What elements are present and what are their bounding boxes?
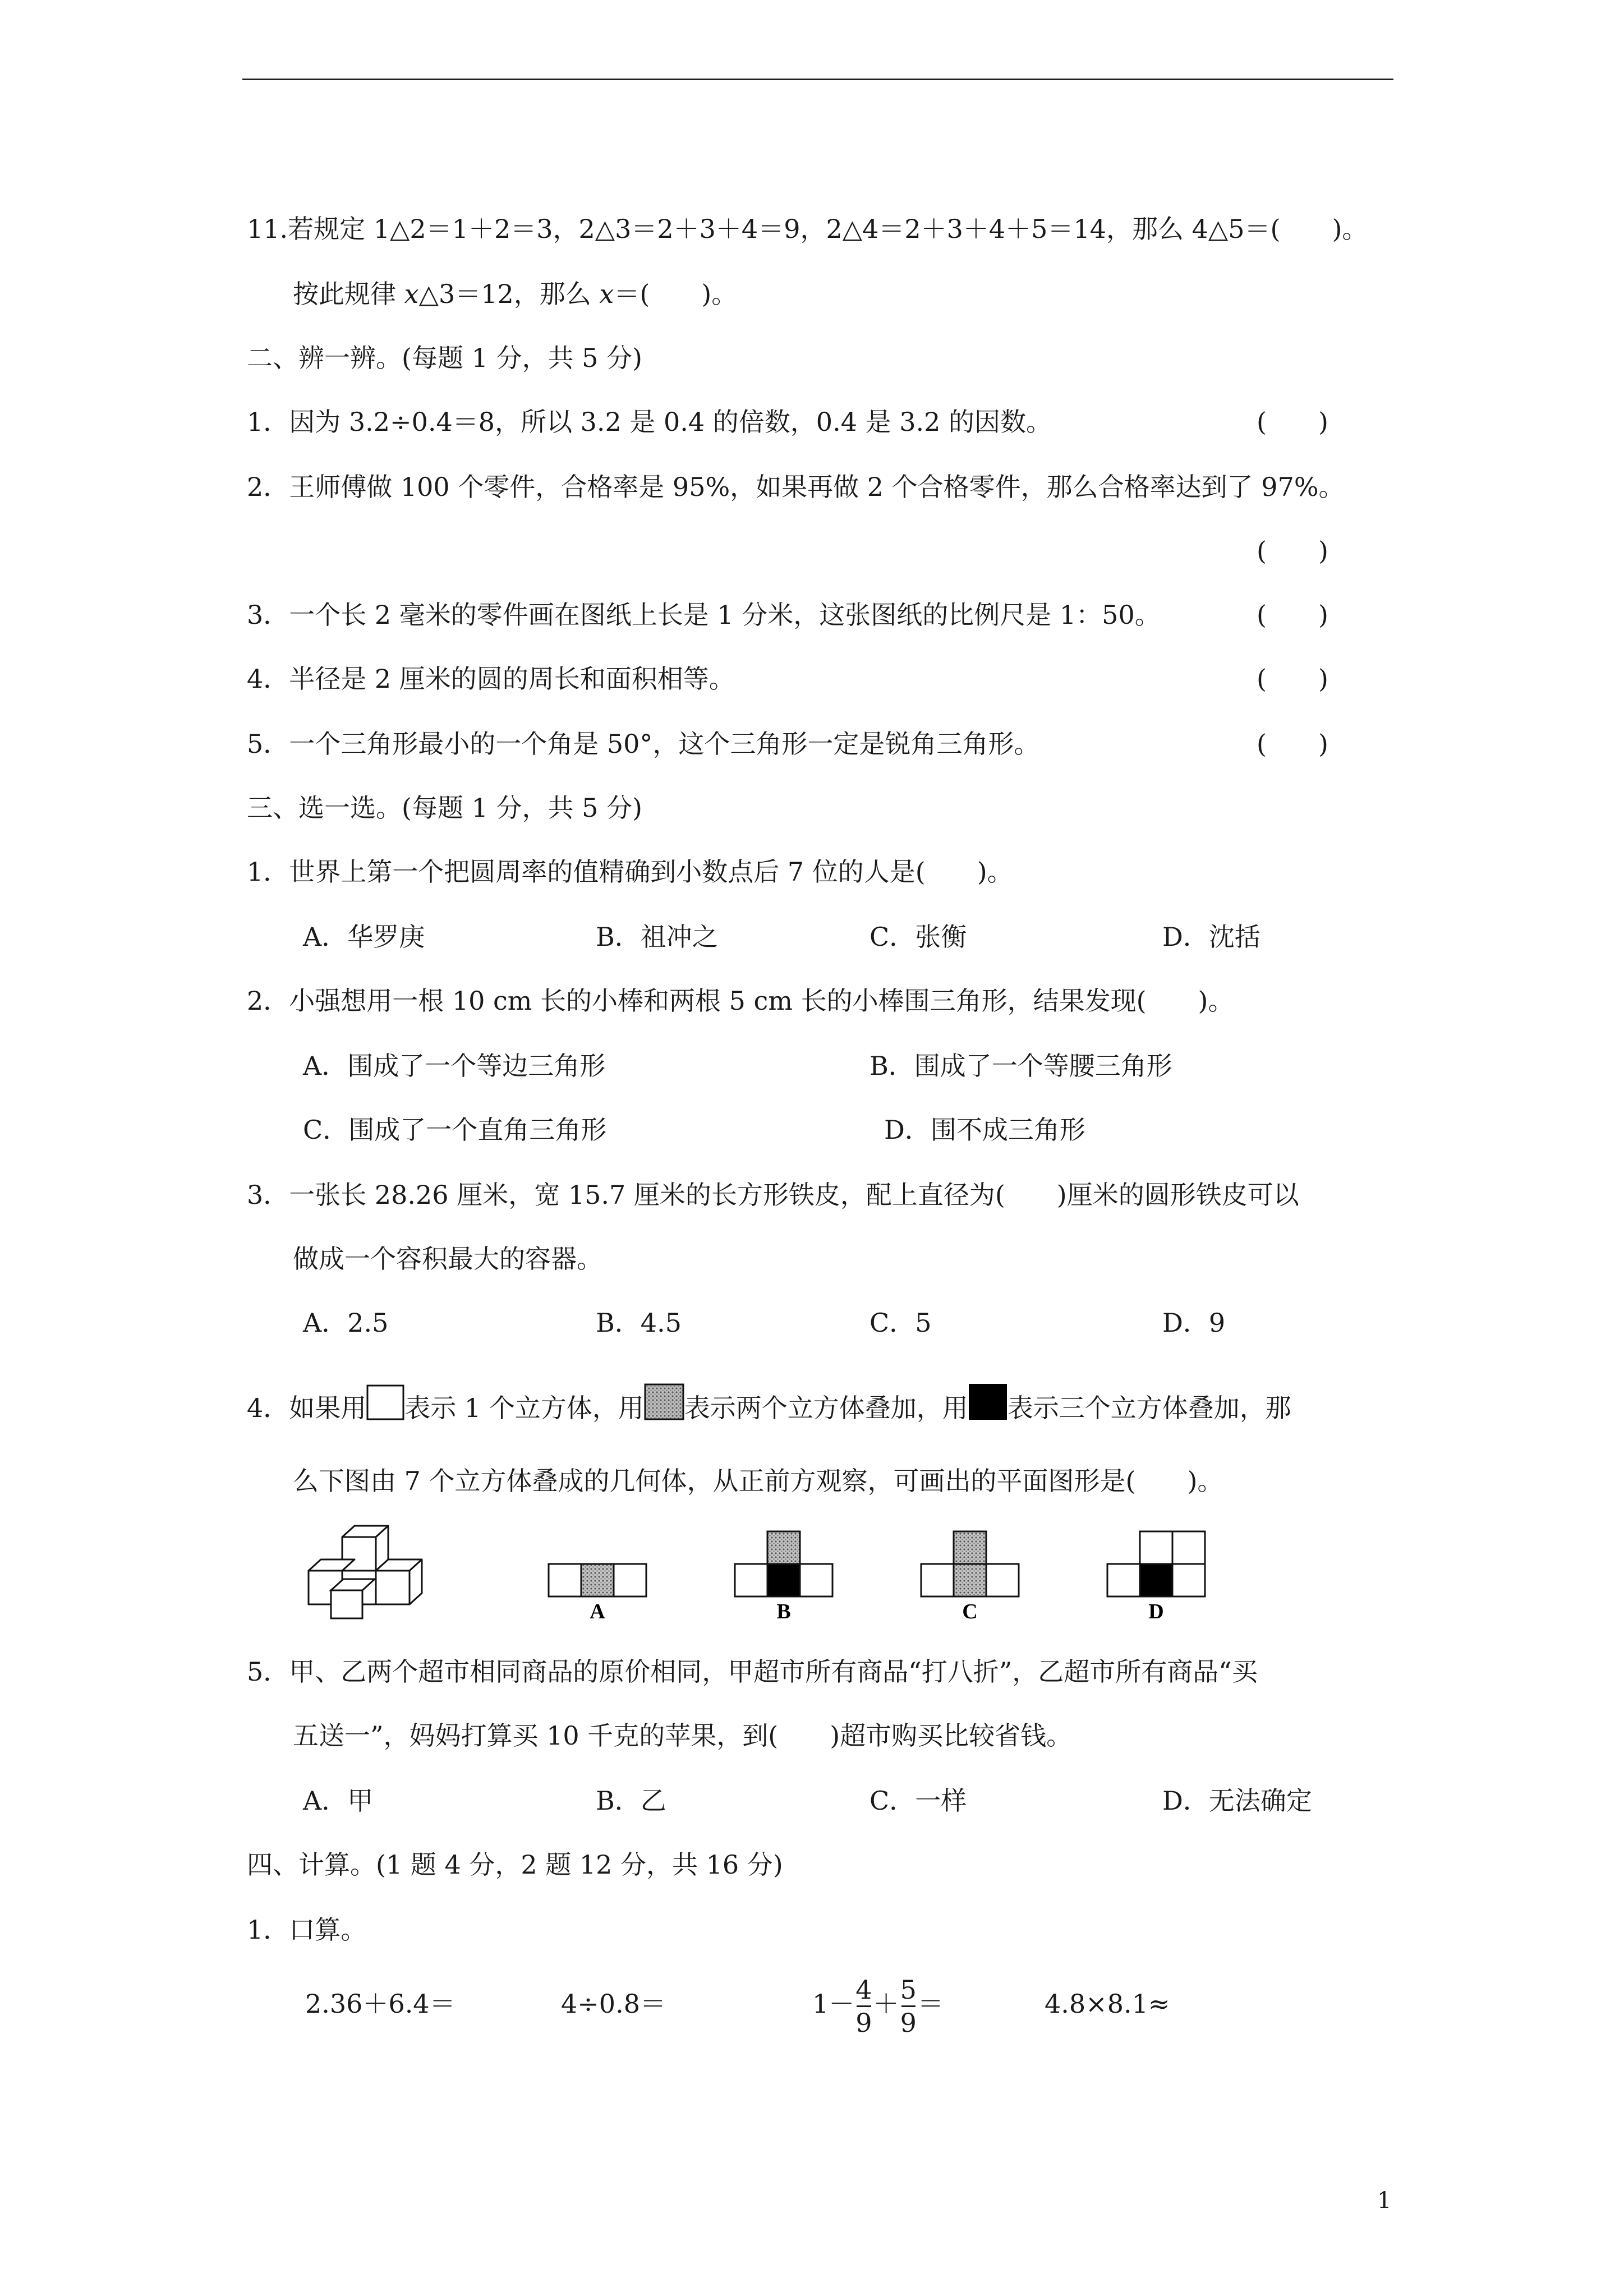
choice-q3-stem-1: 3．一张长 28.26 厘米，宽 15.7 厘米的长方形铁皮，配上直径为( )厘米的圆形铁皮可以 xyxy=(247,1180,1299,1210)
choice-q5-option-a[interactable]: A．甲 xyxy=(303,1786,374,1816)
oral-calc-title: 1．口算。 xyxy=(247,1915,367,1945)
calc-item-3: 1－ $\frac{4}{9}$ ＋ $\frac{5}{9}$ ＝ xyxy=(812,1974,944,2038)
calc-item-4: 4.8×8.1≈ xyxy=(1045,1989,1170,2019)
choice-q3-stem-2: 做成一个容积最大的容器。 xyxy=(293,1244,602,1274)
judge-answer-2[interactable]: ( ) xyxy=(1257,536,1328,566)
calc-item-2: 4÷0.8＝ xyxy=(561,1989,666,2019)
choice-q5-option-c[interactable]: C．一样 xyxy=(869,1786,967,1816)
choice-q5-option-b[interactable]: B．乙 xyxy=(596,1786,666,1816)
option-b-label[interactable]: B xyxy=(776,1600,791,1621)
choice-q4-stem-2: 么下图由 7 个立方体叠成的几何体，从正前方观察，可画出的平面图形是( )。 xyxy=(293,1466,1223,1496)
choice-q2-option-c[interactable]: C．围成了一个直角三角形 xyxy=(303,1115,607,1145)
choice-q2-stem: 2．小强想用一根 10 cm 长的小棒和两根 5 cm 长的小棒围三角形，结果发现( )。 xyxy=(247,986,1234,1016)
judge-item-2: 2．王师傅做 100 个零件，合格率是 95%，如果再做 2 个合格零件，那么合格率达到了 97%。 xyxy=(247,472,1345,502)
choice-q2-option-b[interactable]: B．围成了一个等腰三角形 xyxy=(869,1051,1172,1081)
option-d-label[interactable]: D xyxy=(1148,1600,1164,1621)
choice-q1-stem: 1．世界上第一个把圆周率的值精确到小数点后 7 位的人是( )。 xyxy=(247,857,1013,887)
double-cube-legend-icon xyxy=(644,1383,684,1420)
choice-q5-option-d[interactable]: D．无法确定 xyxy=(1162,1786,1312,1816)
choice-q3-option-d[interactable]: D．9 xyxy=(1162,1308,1226,1338)
choice-q2-option-a[interactable]: A．围成了一个等边三角形 xyxy=(303,1051,606,1081)
choice-q5-stem-2: 五送一”，妈妈打算买 10 千克的苹果，到( )超市购买比较省钱。 xyxy=(293,1720,1073,1751)
judge-answer-1[interactable]: ( ) xyxy=(1257,407,1328,437)
choice-q2-option-d[interactable]: D．围不成三角形 xyxy=(884,1115,1085,1145)
option-a-figure xyxy=(549,1564,646,1596)
option-c-figure xyxy=(921,1531,1019,1596)
choice-q1-option-a[interactable]: A．华罗庚 xyxy=(303,922,425,952)
choice-q5-stem-1: 5．甲、乙两个超市相同商品的原价相同，甲超市所有商品“打八折”，乙超市所有商品“买 xyxy=(247,1657,1258,1687)
section2-heading: 二、辨一辨。(每题 1 分，共 5 分) xyxy=(247,343,642,373)
triple-cube-legend-icon xyxy=(968,1383,1007,1420)
judge-answer-4[interactable]: ( ) xyxy=(1257,664,1328,694)
calc-item-1: 2.36＋6.4＝ xyxy=(305,1989,456,2019)
judge-item-3: 3．一个长 2 毫米的零件画在图纸上长是 1 分米，这张图纸的比例尺是 1：50。 xyxy=(247,600,1161,630)
q11-line1: 11.若规定 1△2＝1＋2＝3，2△3＝2＋3＋4＝9，2△4＝2＋3＋4＋5＝14，那么 4△5＝( )。 xyxy=(247,214,1368,244)
judge-item-5: 5．一个三角形最小的一个角是 50°，这个三角形一定是锐角三角形。 xyxy=(247,729,1040,759)
q11-line2: 按此规律 x△3＝12，那么 x＝( )。 xyxy=(293,279,738,309)
choice-q1-option-c[interactable]: C．张衡 xyxy=(869,922,967,952)
judge-item-4: 4．半径是 2 厘米的圆的周长和面积相等。 xyxy=(247,664,735,694)
header-rule xyxy=(242,79,1393,80)
section4-heading: 四、计算。(1 题 4 分，2 题 12 分，共 16 分) xyxy=(247,1849,783,1880)
option-a-label[interactable]: A xyxy=(590,1600,605,1621)
judge-item-1: 1．因为 3.2÷0.4＝8，所以 3.2 是 0.4 的倍数，0.4 是 3.2 的因数。 xyxy=(247,407,1052,437)
option-d-figure xyxy=(1107,1531,1205,1596)
choice-q3-option-c[interactable]: C．5 xyxy=(869,1308,932,1338)
fraction-4-9: $\frac{4}{9}$ xyxy=(855,1974,872,2038)
choice-q4-stem-1: 4．如果用 表示 1 个立方体，用 表示两个立方体叠加，用 表示三个立方体叠加，那 xyxy=(247,1383,1291,1425)
section3-heading: 三、选一选。(每题 1 分，共 5 分) xyxy=(247,793,642,823)
fraction-5-9: $\frac{5}{9}$ xyxy=(900,1974,917,2038)
choice-q3-option-a[interactable]: A．2.5 xyxy=(303,1308,389,1338)
page-number: 1 xyxy=(1377,2188,1392,2214)
cube-solid-figure xyxy=(309,1526,422,1621)
option-b-figure xyxy=(735,1531,832,1596)
choice-q3-option-b[interactable]: B．4.5 xyxy=(596,1308,682,1338)
judge-answer-3[interactable]: ( ) xyxy=(1257,600,1328,630)
choice-q1-option-b[interactable]: B．祖冲之 xyxy=(596,922,718,952)
option-c-label[interactable]: C xyxy=(962,1600,978,1621)
judge-answer-5[interactable]: ( ) xyxy=(1257,729,1328,759)
choice-q1-option-d[interactable]: D．沈括 xyxy=(1162,922,1260,952)
single-cube-legend-icon xyxy=(366,1384,404,1420)
q4-figures xyxy=(292,1509,1414,1621)
